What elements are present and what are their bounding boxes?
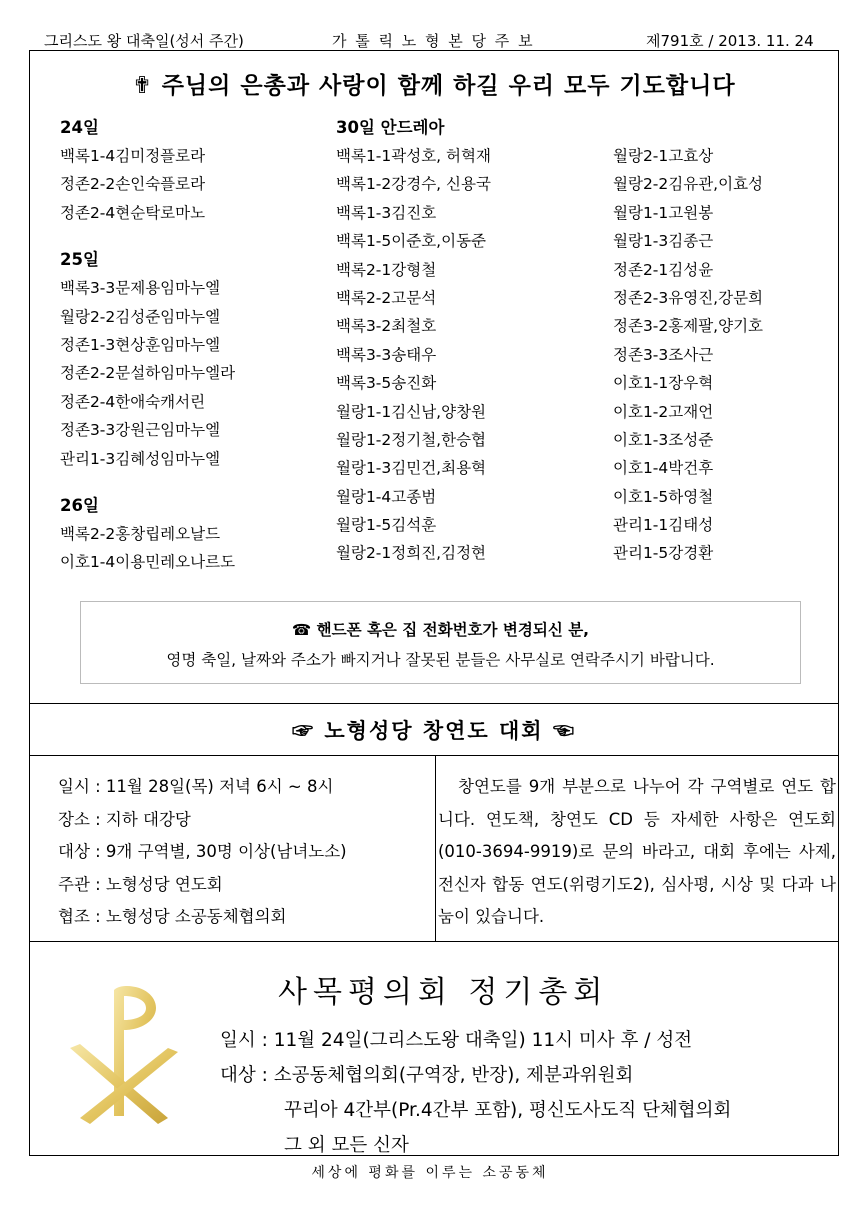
list-item: 백록1-2강경수, 신용국 bbox=[336, 175, 491, 194]
list-item: 백록3-5송진화 bbox=[336, 374, 437, 393]
contest-support: 협조 : 노형성당 소공동체협의회 bbox=[58, 907, 287, 926]
list-item: 정존3-3조사근 bbox=[613, 345, 714, 364]
list-item: 백록2-1강형철 bbox=[336, 260, 437, 279]
list-item: 관리1-1김태성 bbox=[613, 516, 714, 535]
prayer-title bbox=[30, 67, 838, 100]
notice-line-2: 영명 축일, 날짜와 주소가 빠지거나 잘못된 분들은 사무실로 연락주시기 바랍니다. bbox=[166, 651, 715, 669]
list-item: 이호1-2고재언 bbox=[613, 402, 714, 421]
list-item: 월랑1-4고종범 bbox=[336, 487, 437, 506]
list-item: 관리1-3김혜성임마누엘 bbox=[60, 449, 221, 468]
column-divider bbox=[435, 755, 436, 941]
list-item: 정존1-3현상훈임마누엘 bbox=[60, 335, 221, 354]
header-feast: 그리스도 왕 대축일(성서 주간) bbox=[44, 32, 244, 50]
list-item: 월랑2-2김성준임마누엘 bbox=[60, 307, 221, 326]
list-item: 백록3-3문제용임마누엘 bbox=[60, 279, 221, 298]
feast-column-2 bbox=[336, 113, 491, 568]
list-item: 이호1-4박건후 bbox=[613, 459, 714, 478]
contest-date: 일시 : 11월 28일(목) 저녁 6시 ~ 8시 bbox=[58, 777, 334, 796]
list-item: 이호1-3조성준 bbox=[613, 430, 714, 449]
list-item: 백록3-3송태우 bbox=[336, 345, 437, 364]
list-item: 월랑1-5김석훈 bbox=[336, 516, 437, 535]
list-item: 정존2-2손인숙플로라 bbox=[60, 175, 206, 194]
list-item: 월랑2-2김유관,이효성 bbox=[613, 175, 764, 194]
contest-info bbox=[58, 771, 347, 934]
list-item: 월랑1-3김민건,최용혁 bbox=[336, 459, 487, 478]
list-item: 백록1-5이준호,이동준 bbox=[336, 232, 487, 251]
list-item: 정존2-3유영진,강문희 bbox=[613, 288, 764, 307]
list-item: 월랑1-2정기철,한승협 bbox=[336, 430, 487, 449]
contest-target: 대상 : 9개 구역별, 30명 이상(남녀노소) bbox=[58, 842, 347, 861]
cross-icon: ✟ bbox=[132, 73, 153, 99]
council-info bbox=[220, 1023, 731, 1163]
header-issue: 제791호 / 2013. 11. 24 bbox=[646, 32, 814, 50]
notice-line-1: ☎ 핸드폰 혹은 집 전화번호가 변경되신 분, bbox=[291, 621, 590, 639]
list-item: 백록2-2고문석 bbox=[336, 288, 437, 307]
list-item: 백록1-1곽성호, 허혁재 bbox=[336, 147, 491, 165]
list-item: 이호1-4이용민레오나르도 bbox=[60, 553, 236, 572]
list-item: 이호1-1장우혁 bbox=[613, 374, 714, 393]
list-item: 월랑1-1김신남,양창원 bbox=[336, 402, 487, 421]
list-item: 월랑1-3김종근 bbox=[613, 232, 714, 251]
feast-column-1 bbox=[60, 113, 235, 577]
feast-day-heading: 26일 bbox=[60, 495, 99, 515]
list-item: 월랑1-1고원봉 bbox=[613, 203, 714, 222]
bulletin-header bbox=[34, 28, 834, 50]
list-item: 월랑2-1고효상 bbox=[613, 147, 714, 165]
section-divider bbox=[30, 703, 838, 704]
list-item: 정존3-2홍제팔,양기호 bbox=[613, 317, 764, 336]
list-item: 정존2-1김성윤 bbox=[613, 260, 714, 279]
contest-title: ☞ 노형성당 창연도 대회 ☜ bbox=[292, 718, 576, 743]
chi-rho-icon bbox=[64, 978, 180, 1126]
section-divider bbox=[30, 941, 838, 942]
bulletin-footer: 세상에 평화를 이루는 소공동체 bbox=[311, 1165, 549, 1181]
feast-column-3 bbox=[613, 113, 763, 568]
list-item: 관리1-5강경환 bbox=[613, 544, 714, 563]
bulletin-frame bbox=[29, 50, 839, 1156]
list-item: 정존2-4한애숙캐서린 bbox=[60, 392, 206, 411]
feast-day-heading bbox=[613, 113, 763, 142]
prayer-title-text: 주님의 은총과 사랑이 함께 하길 우리 모두 기도합니다 bbox=[161, 73, 736, 99]
council-target-cont: 그 외 모든 신자 bbox=[284, 1135, 409, 1156]
list-item: 백록3-2최철호 bbox=[336, 317, 437, 336]
council-target-cont: 꾸리아 4간부(Pr.4간부 포함), 평신도사도직 단체협의회 bbox=[284, 1100, 732, 1121]
list-item: 백록2-2홍창립레오날드 bbox=[60, 524, 221, 543]
list-item: 백록1-4김미정플로라 bbox=[60, 147, 206, 165]
feast-day-heading: 24일 bbox=[60, 118, 99, 137]
header-parish: 가 톨 릭 노 형 본 당 주 보 bbox=[332, 32, 535, 50]
list-item: 월랑2-1정희진,김정현 bbox=[336, 544, 487, 563]
feast-day-heading: 30일 안드레아 bbox=[336, 118, 445, 137]
council-target: 대상 : 소공동체협의회(구역장, 반장), 제분과위원회 bbox=[220, 1065, 634, 1086]
list-item: 백록1-3김진호 bbox=[336, 203, 437, 222]
feast-day-heading: 25일 bbox=[60, 250, 99, 270]
contest-place: 장소 : 지하 대강당 bbox=[58, 809, 191, 829]
contest-host: 주관 : 노형성당 연도회 bbox=[58, 874, 223, 894]
list-item: 정존2-2문설하임마누엘라 bbox=[60, 364, 236, 383]
list-item: 정존2-4현순탁로마노 bbox=[60, 203, 206, 222]
list-item: 이호1-5하영철 bbox=[613, 487, 714, 506]
contest-description: 창연도를 9개 부분으로 나누어 각 구역별로 연도 합니다. 연도책, 창연도 CD 등 자세한 사항은 연도회(010-3694-9919)로 문의 바라고, 대회 후에는 사제, 전신자 합동 연도(위령기도2), 심사평, 시상 및 다과 나눔이 있습니다. bbox=[438, 777, 836, 926]
contact-notice bbox=[80, 601, 801, 684]
list-item: 정존3-3강원근임마누엘 bbox=[60, 421, 221, 440]
section-divider bbox=[30, 755, 838, 756]
council-date: 일시 : 11월 24일(그리스도왕 대축일) 11시 미사 후 / 성전 bbox=[220, 1030, 693, 1051]
council-title: 사목평의회 정기총회 bbox=[278, 975, 609, 1010]
